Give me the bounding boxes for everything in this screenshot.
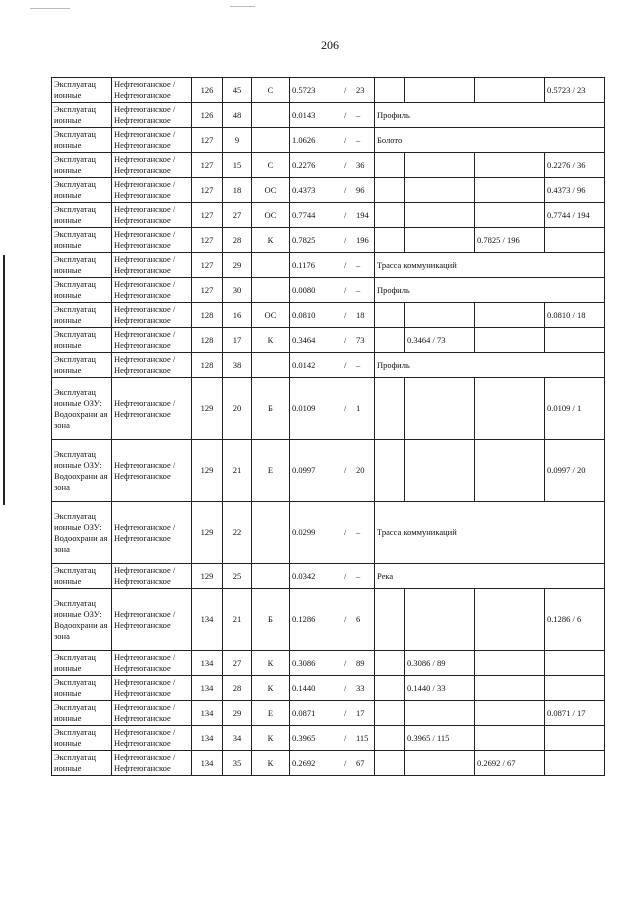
- table-row: [52, 328, 605, 353]
- municipality-cell: Нефтеюганское / Нефтеюганское: [112, 378, 192, 440]
- value-col-2: [405, 440, 475, 502]
- scan-artifact-top: [30, 8, 70, 9]
- table-row: [52, 502, 605, 564]
- area-value: 0.3965: [292, 732, 316, 743]
- use-type-cell: Эксплуатац ионные: [52, 701, 112, 726]
- value-col-3: [475, 676, 545, 701]
- quarter-cell: 134: [192, 651, 223, 676]
- separator: /: [344, 359, 347, 370]
- table-row: [52, 278, 605, 303]
- code-cell: ОС: [252, 203, 290, 228]
- category-value: 115: [356, 732, 369, 743]
- area-category-cell: [290, 589, 375, 651]
- value-col-1: [375, 153, 405, 178]
- code-cell: Е: [252, 701, 290, 726]
- use-type-cell: Эксплуатац ионные: [52, 751, 112, 776]
- separator: /: [344, 657, 347, 668]
- value-col-3: 0.7825 / 196: [475, 228, 545, 253]
- separator: /: [344, 403, 347, 413]
- category-value: 194: [356, 209, 369, 220]
- value-col-3: [475, 178, 545, 203]
- value-col-2: [405, 701, 475, 726]
- use-type-cell: Эксплуатац ионные: [52, 353, 112, 378]
- table-row: [52, 676, 605, 701]
- value-col-3: [475, 203, 545, 228]
- quarter-cell: 129: [192, 502, 223, 564]
- quarter-cell: 127: [192, 253, 223, 278]
- plot-cell: 16: [223, 303, 252, 328]
- category-value: –: [356, 359, 361, 370]
- value-col-4: [545, 651, 605, 676]
- category-value: 23: [356, 84, 365, 95]
- separator: /: [344, 284, 347, 295]
- value-col-2: [405, 589, 475, 651]
- value-col-1: [375, 751, 405, 776]
- use-type-cell: Эксплуатац ионные: [52, 676, 112, 701]
- area-value: 0.0871: [292, 707, 316, 718]
- separator: /: [344, 109, 347, 120]
- category-value: 18: [356, 309, 365, 320]
- area-category-cell: [290, 253, 375, 278]
- value-col-2: [405, 378, 475, 440]
- area-value: 0.0810: [292, 309, 316, 320]
- quarter-cell: 127: [192, 203, 223, 228]
- plot-cell: 25: [223, 564, 252, 589]
- table-row: [52, 153, 605, 178]
- area-category-cell: [290, 203, 375, 228]
- value-col-4: 0.0810 / 18: [545, 303, 605, 328]
- separator: /: [344, 732, 347, 743]
- value-col-3: [475, 378, 545, 440]
- category-value: –: [356, 284, 361, 295]
- area-value: 0.1286: [292, 614, 316, 624]
- scan-artifact-top-2: [230, 6, 255, 7]
- quarter-cell: 134: [192, 751, 223, 776]
- value-col-3: [475, 589, 545, 651]
- value-col-1: [375, 228, 405, 253]
- area-category-cell: [290, 278, 375, 303]
- table-row: [52, 253, 605, 278]
- category-value: 96: [356, 184, 365, 195]
- area-value: 0.0109: [292, 403, 316, 413]
- table-row: [52, 353, 605, 378]
- separator: /: [344, 465, 347, 475]
- municipality-cell: Нефтеюганское / Нефтеюганское: [112, 328, 192, 353]
- value-col-2: 0.3086 / 89: [405, 651, 475, 676]
- area-category-cell: [290, 103, 375, 128]
- separator: /: [344, 184, 347, 195]
- quarter-cell: 134: [192, 589, 223, 651]
- municipality-cell: Нефтеюганское / Нефтеюганское: [112, 701, 192, 726]
- quarter-cell: 126: [192, 103, 223, 128]
- plot-cell: 28: [223, 228, 252, 253]
- value-col-2: [405, 78, 475, 103]
- separator: /: [344, 757, 347, 768]
- table-row: [52, 203, 605, 228]
- value-col-1: [375, 328, 405, 353]
- code-cell: К: [252, 228, 290, 253]
- area-category-cell: [290, 440, 375, 502]
- value-col-3: [475, 303, 545, 328]
- area-value: 0.2276: [292, 159, 316, 170]
- municipality-cell: Нефтеюганское / Нефтеюганское: [112, 128, 192, 153]
- code-cell: [252, 278, 290, 303]
- area-value: 0.3086: [292, 657, 316, 668]
- value-col-3: [475, 78, 545, 103]
- value-col-2: [405, 178, 475, 203]
- use-type-cell: Эксплуатац ионные: [52, 564, 112, 589]
- use-type-cell: Эксплуатац ионные: [52, 328, 112, 353]
- quarter-cell: 134: [192, 701, 223, 726]
- category-value: 33: [356, 682, 365, 693]
- quarter-cell: 128: [192, 303, 223, 328]
- separator: /: [344, 159, 347, 170]
- area-category-cell: [290, 153, 375, 178]
- plot-cell: 29: [223, 701, 252, 726]
- area-category-cell: [290, 128, 375, 153]
- category-value: –: [356, 134, 361, 145]
- quarter-cell: 129: [192, 378, 223, 440]
- value-col-4: [545, 726, 605, 751]
- value-col-3: [475, 726, 545, 751]
- area-category-cell: [290, 502, 375, 564]
- table-row: [52, 440, 605, 502]
- code-cell: ОС: [252, 178, 290, 203]
- plot-cell: 20: [223, 378, 252, 440]
- quarter-cell: 127: [192, 128, 223, 153]
- quarter-cell: 129: [192, 564, 223, 589]
- category-value: 73: [356, 334, 365, 345]
- municipality-cell: Нефтеюганское / Нефтеюганское: [112, 303, 192, 328]
- area-value: 0.0997: [292, 465, 316, 475]
- note-cell: Трасса коммуникаций: [375, 253, 605, 278]
- area-category-cell: [290, 701, 375, 726]
- code-cell: [252, 253, 290, 278]
- table-row: [52, 303, 605, 328]
- category-value: 20: [356, 465, 365, 475]
- value-col-4: 0.2276 / 36: [545, 153, 605, 178]
- separator: /: [344, 209, 347, 220]
- plot-cell: 18: [223, 178, 252, 203]
- value-col-1: [375, 78, 405, 103]
- area-category-cell: [290, 751, 375, 776]
- value-col-2: [405, 203, 475, 228]
- code-cell: Б: [252, 589, 290, 651]
- area-value: 0.1176: [292, 259, 316, 270]
- category-value: 6: [356, 614, 361, 624]
- separator: /: [344, 334, 347, 345]
- use-type-cell: Эксплуатац ионные: [52, 253, 112, 278]
- quarter-cell: 127: [192, 228, 223, 253]
- plot-cell: 15: [223, 153, 252, 178]
- area-category-cell: [290, 178, 375, 203]
- separator: /: [344, 309, 347, 320]
- value-col-4: 0.0871 / 17: [545, 701, 605, 726]
- category-value: –: [356, 570, 361, 581]
- code-cell: [252, 502, 290, 564]
- plot-cell: 21: [223, 589, 252, 651]
- value-col-1: [375, 203, 405, 228]
- use-type-cell: Эксплуатац ионные ОЗУ: Водоохрани ая зона: [52, 589, 112, 651]
- plot-cell: 21: [223, 440, 252, 502]
- land-plot-table: [51, 77, 605, 776]
- value-col-3: [475, 701, 545, 726]
- area-category-cell: [290, 564, 375, 589]
- plot-cell: 27: [223, 203, 252, 228]
- quarter-cell: 126: [192, 78, 223, 103]
- use-type-cell: Эксплуатац ионные: [52, 178, 112, 203]
- category-value: –: [356, 259, 361, 270]
- area-value: 0.3464: [292, 334, 316, 345]
- use-type-cell: Эксплуатац ионные: [52, 651, 112, 676]
- table-row: [52, 228, 605, 253]
- page-number: 206: [321, 38, 339, 52]
- area-value: 0.0143: [292, 109, 316, 120]
- code-cell: К: [252, 676, 290, 701]
- value-col-3: 0.2692 / 67: [475, 751, 545, 776]
- code-cell: К: [252, 751, 290, 776]
- use-type-cell: Эксплуатац ионные: [52, 103, 112, 128]
- municipality-cell: Нефтеюганское / Нефтеюганское: [112, 564, 192, 589]
- plot-cell: 27: [223, 651, 252, 676]
- code-cell: ОС: [252, 303, 290, 328]
- area-category-cell: [290, 78, 375, 103]
- municipality-cell: Нефтеюганское / Нефтеюганское: [112, 676, 192, 701]
- plot-cell: 29: [223, 253, 252, 278]
- area-value: 0.0342: [292, 570, 316, 581]
- table-row: [52, 651, 605, 676]
- code-cell: К: [252, 726, 290, 751]
- municipality-cell: Нефтеюганское / Нефтеюганское: [112, 78, 192, 103]
- value-col-2: 0.3965 / 115: [405, 726, 475, 751]
- value-col-2: [405, 153, 475, 178]
- table-row: [52, 564, 605, 589]
- area-category-cell: [290, 651, 375, 676]
- value-col-1: [375, 303, 405, 328]
- value-col-4: 0.1286 / 6: [545, 589, 605, 651]
- table-row: [52, 726, 605, 751]
- table-row: [52, 103, 605, 128]
- code-cell: [252, 103, 290, 128]
- municipality-cell: Нефтеюганское / Нефтеюганское: [112, 228, 192, 253]
- value-col-4: [545, 328, 605, 353]
- quarter-cell: 127: [192, 178, 223, 203]
- area-value: 0.4373: [292, 184, 316, 195]
- value-col-1: [375, 589, 405, 651]
- value-col-2: 0.3464 / 73: [405, 328, 475, 353]
- area-value: 1.0626: [292, 134, 316, 145]
- category-value: 1: [356, 403, 361, 413]
- value-col-1: [375, 726, 405, 751]
- value-col-3: [475, 328, 545, 353]
- code-cell: С: [252, 153, 290, 178]
- municipality-cell: Нефтеюганское / Нефтеюганское: [112, 353, 192, 378]
- quarter-cell: 128: [192, 328, 223, 353]
- area-value: 0.1440: [292, 682, 316, 693]
- area-category-cell: [290, 328, 375, 353]
- value-col-4: [545, 676, 605, 701]
- separator: /: [344, 259, 347, 270]
- scan-edge-mark: [3, 255, 5, 505]
- value-col-2: [405, 751, 475, 776]
- area-category-cell: [290, 378, 375, 440]
- plot-cell: 28: [223, 676, 252, 701]
- area-value: 0.2692: [292, 757, 316, 768]
- category-value: 196: [356, 234, 369, 245]
- use-type-cell: Эксплуатац ионные: [52, 278, 112, 303]
- municipality-cell: Нефтеюганское / Нефтеюганское: [112, 103, 192, 128]
- value-col-4: 0.0997 / 20: [545, 440, 605, 502]
- area-category-cell: [290, 726, 375, 751]
- plot-cell: 22: [223, 502, 252, 564]
- category-value: –: [356, 109, 361, 120]
- separator: /: [344, 234, 347, 245]
- table-row: [52, 701, 605, 726]
- code-cell: [252, 353, 290, 378]
- code-cell: С: [252, 78, 290, 103]
- note-cell: Профиль: [375, 278, 605, 303]
- municipality-cell: Нефтеюганское / Нефтеюганское: [112, 589, 192, 651]
- value-col-1: [375, 701, 405, 726]
- separator: /: [344, 614, 347, 624]
- area-value: 0.0299: [292, 527, 316, 537]
- value-col-3: [475, 153, 545, 178]
- table-row: [52, 128, 605, 153]
- area-category-cell: [290, 303, 375, 328]
- use-type-cell: Эксплуатац ионные ОЗУ: Водоохрани ая зона: [52, 378, 112, 440]
- value-col-4: 0.4373 / 96: [545, 178, 605, 203]
- use-type-cell: Эксплуатац ионные: [52, 153, 112, 178]
- value-col-4: [545, 751, 605, 776]
- area-category-cell: [290, 228, 375, 253]
- value-col-2: [405, 228, 475, 253]
- area-category-cell: [290, 353, 375, 378]
- value-col-1: [375, 676, 405, 701]
- use-type-cell: Эксплуатац ионные: [52, 303, 112, 328]
- table-row: [52, 378, 605, 440]
- table-row: [52, 751, 605, 776]
- value-col-4: [545, 228, 605, 253]
- use-type-cell: Эксплуатац ионные: [52, 128, 112, 153]
- plot-cell: 45: [223, 78, 252, 103]
- value-col-3: [475, 651, 545, 676]
- use-type-cell: Эксплуатац ионные ОЗУ: Водоохрани ая зона: [52, 502, 112, 564]
- value-col-3: [475, 440, 545, 502]
- value-col-4: 0.5723 / 23: [545, 78, 605, 103]
- use-type-cell: Эксплуатац ионные ОЗУ: Водоохрани ая зона: [52, 440, 112, 502]
- plot-cell: 9: [223, 128, 252, 153]
- plot-cell: 17: [223, 328, 252, 353]
- municipality-cell: Нефтеюганское / Нефтеюганское: [112, 253, 192, 278]
- use-type-cell: Эксплуатац ионные: [52, 203, 112, 228]
- municipality-cell: Нефтеюганское / Нефтеюганское: [112, 502, 192, 564]
- quarter-cell: 134: [192, 726, 223, 751]
- municipality-cell: Нефтеюганское / Нефтеюганское: [112, 726, 192, 751]
- municipality-cell: Нефтеюганское / Нефтеюганское: [112, 178, 192, 203]
- code-cell: Е: [252, 440, 290, 502]
- plot-cell: 34: [223, 726, 252, 751]
- municipality-cell: Нефтеюганское / Нефтеюганское: [112, 651, 192, 676]
- quarter-cell: 127: [192, 153, 223, 178]
- municipality-cell: Нефтеюганское / Нефтеюганское: [112, 440, 192, 502]
- table-row: [52, 178, 605, 203]
- note-cell: Река: [375, 564, 605, 589]
- code-cell: Б: [252, 378, 290, 440]
- quarter-cell: 128: [192, 353, 223, 378]
- separator: /: [344, 707, 347, 718]
- note-cell: Профиль: [375, 103, 605, 128]
- category-value: –: [356, 527, 361, 537]
- category-value: 36: [356, 159, 365, 170]
- code-cell: К: [252, 328, 290, 353]
- plot-cell: 38: [223, 353, 252, 378]
- value-col-1: [375, 440, 405, 502]
- separator: /: [344, 570, 347, 581]
- area-value: 0.0080: [292, 284, 316, 295]
- plot-cell: 48: [223, 103, 252, 128]
- category-value: 67: [356, 757, 365, 768]
- area-value: 0.0142: [292, 359, 316, 370]
- code-cell: [252, 564, 290, 589]
- value-col-4: 0.7744 / 194: [545, 203, 605, 228]
- use-type-cell: Эксплуатац ионные: [52, 78, 112, 103]
- plot-cell: 35: [223, 751, 252, 776]
- code-cell: [252, 128, 290, 153]
- use-type-cell: Эксплуатац ионные: [52, 726, 112, 751]
- note-cell: Трасса коммуникаций: [375, 502, 605, 564]
- table-row: [52, 589, 605, 651]
- category-value: 17: [356, 707, 365, 718]
- plot-cell: 30: [223, 278, 252, 303]
- note-cell: Профиль: [375, 353, 605, 378]
- value-col-1: [375, 178, 405, 203]
- quarter-cell: 129: [192, 440, 223, 502]
- use-type-cell: Эксплуатац ионные: [52, 228, 112, 253]
- value-col-1: [375, 651, 405, 676]
- value-col-2: [405, 303, 475, 328]
- value-col-2: 0.1440 / 33: [405, 676, 475, 701]
- value-col-4: 0.0109 / 1: [545, 378, 605, 440]
- quarter-cell: 127: [192, 278, 223, 303]
- separator: /: [344, 682, 347, 693]
- municipality-cell: Нефтеюганское / Нефтеюганское: [112, 203, 192, 228]
- quarter-cell: 134: [192, 676, 223, 701]
- municipality-cell: Нефтеюганское / Нефтеюганское: [112, 153, 192, 178]
- area-value: 0.7744: [292, 209, 316, 220]
- municipality-cell: Нефтеюганское / Нефтеюганское: [112, 278, 192, 303]
- separator: /: [344, 134, 347, 145]
- note-cell: Болото: [375, 128, 605, 153]
- separator: /: [344, 84, 347, 95]
- table-row: [52, 78, 605, 103]
- municipality-cell: Нефтеюганское / Нефтеюганское: [112, 751, 192, 776]
- value-col-1: [375, 378, 405, 440]
- code-cell: К: [252, 651, 290, 676]
- separator: /: [344, 527, 347, 537]
- area-category-cell: [290, 676, 375, 701]
- category-value: 89: [356, 657, 365, 668]
- area-value: 0.7825: [292, 234, 316, 245]
- area-value: 0.5723: [292, 84, 316, 95]
